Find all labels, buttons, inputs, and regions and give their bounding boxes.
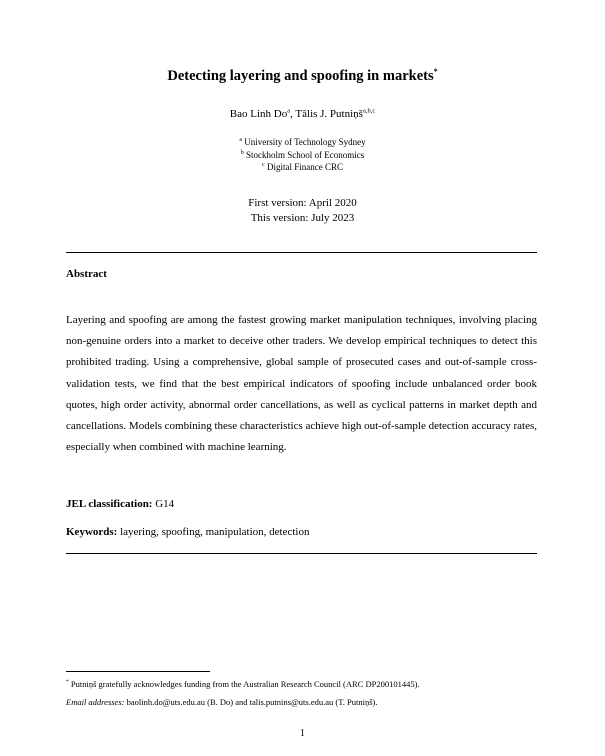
abstract-bottom-rule [66,553,537,554]
jel-classification [66,498,174,510]
affiliation-name: Digital Finance CRC [266,162,343,172]
footnote-rule [66,671,210,672]
paper-title [0,68,605,85]
author-name: Bao Linh Do [229,108,288,120]
affiliation-item [0,161,605,174]
paper-title-text: Detecting layering and spoofing in markets [167,68,434,84]
keywords [66,526,309,538]
jel-label: JEL classification: [66,498,153,510]
affiliation-list [0,136,605,174]
author-name: Tālis J. Putniņš [295,108,363,120]
affiliation-mark: a [239,137,242,143]
affiliation-mark: b [240,149,244,156]
footnote-marker: * [66,679,69,686]
jel-value: G14 [152,498,175,510]
email-value: baolinh.do@uts.edu.au (B. Do) and talis.putnins@uts.edu.au (T. Putniņš). [124,697,378,707]
abstract-text: Layering and spoofing are among the fastest growing market manipulation techniques, involving placing non-genuine orders into a market to deceive other traders. We develop empirical techniques to detect this prohibited trading. Using a comprehensive, global sample of prosecuted cases and out-of-sample cross-validation tests, we find that the best empirical indicators of spoofing include unbalanced order book quotes, high order activity, abnormal order cancellations, as well as cyclical patterns in market depth and cancellations. Models combining these characteristics achieve high out-of-sample detection accuracy rates, especially when combined with machine learning. [66,314,537,454]
affiliation-item [0,149,605,162]
this-version: This version: July 2023 [250,211,355,224]
email-addresses [66,697,377,707]
footnote [66,679,420,689]
author-separator: , [290,108,296,120]
email-label: Email addresses: [66,697,125,707]
page-number: 1 [300,728,305,739]
footnote-text: Putniņš gratefully acknowledges funding from the Australian Research Council (ARC DP200101445). [68,679,420,689]
affiliation-name: University of Technology Sydney [244,137,366,147]
abstract-top-rule [66,252,537,253]
affiliation-name: Stockholm School of Economics [246,149,365,160]
keywords-value: layering, spoofing, manipulation, detection [117,526,310,538]
affiliation-item [0,136,605,149]
first-version: First version: April 2020 [248,197,357,209]
author-affiliation-marks: a [287,107,291,115]
version-info [0,196,605,225]
title-footnote-marker: * [433,67,438,77]
keywords-label: Keywords: [66,526,118,538]
affiliation-mark: c [262,162,265,168]
author-line [0,108,605,120]
abstract-heading: Abstract [66,268,107,280]
author-affiliation-marks: a,b,c [362,107,376,115]
